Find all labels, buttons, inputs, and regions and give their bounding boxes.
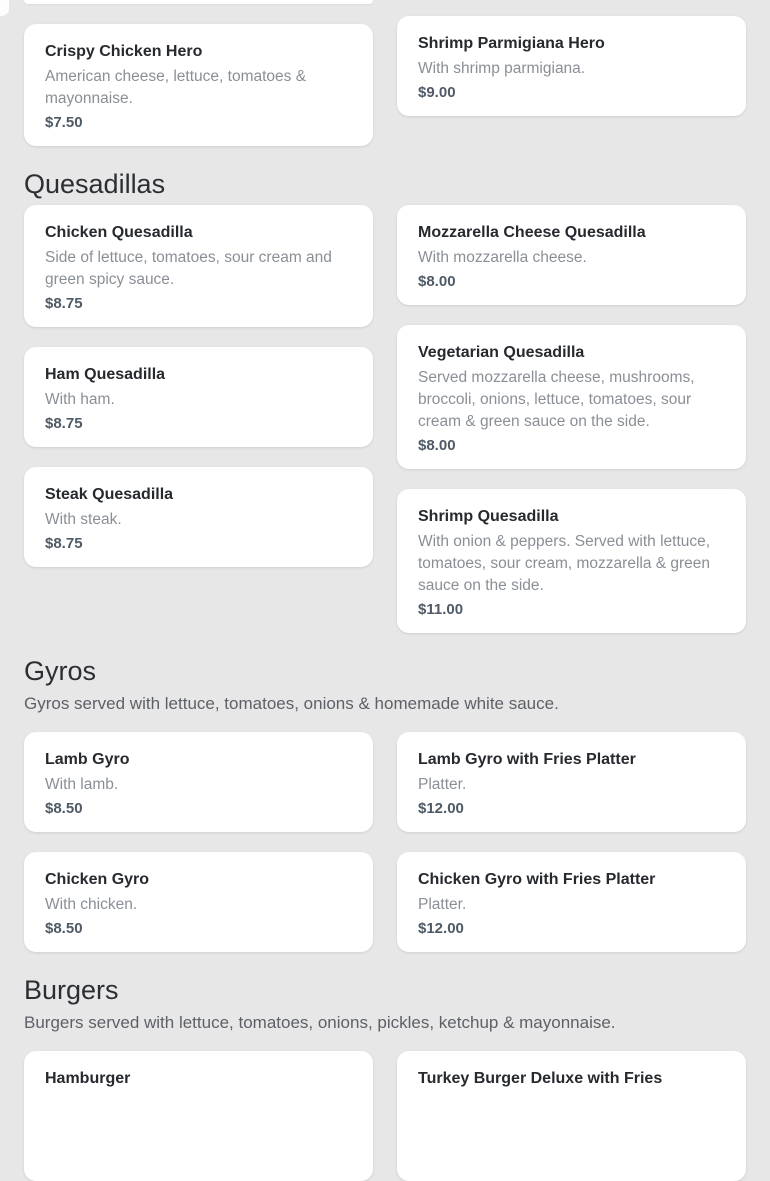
item-description: With onion & peppers. Served with lettuce, tomatoes, sour cream, mozzarella & green sauce on the side. — [418, 533, 711, 594]
item-price: $12.00 — [418, 800, 464, 817]
menu-item-card[interactable] — [24, 467, 373, 567]
item-description: Platter. — [418, 896, 467, 913]
item-name: Ham Quesadilla — [45, 366, 166, 383]
item-price: $7.50 — [45, 114, 83, 131]
menu-item-card[interactable] — [24, 347, 373, 447]
item-description: Side of lettuce, tomatoes, sour cream and green spicy sauce. — [45, 249, 332, 288]
section-subtitle-gyros: Gyros served with lettuce, tomatoes, onions & homemade white sauce. — [24, 694, 559, 713]
menu-item-card[interactable] — [397, 1051, 746, 1181]
section-heading-burgers: Burgers — [24, 975, 119, 1005]
menu-item-card[interactable] — [397, 489, 746, 633]
item-price: $8.50 — [45, 920, 83, 937]
section-gyros — [24, 732, 746, 952]
item-description: With shrimp parmigiana. — [418, 60, 586, 77]
section-heroes — [24, 0, 746, 146]
item-name: Lamb Gyro with Fries Platter — [418, 751, 636, 768]
item-description: With mozzarella cheese. — [418, 249, 587, 266]
item-description: With chicken. — [45, 896, 138, 913]
menu-item-card-partial[interactable] — [24, 0, 373, 4]
menu-item-card[interactable] — [397, 16, 746, 116]
item-description: Served mozzarella cheese, mushrooms, broccoli, onions, lettuce, tomatoes, sour cream & green sauce on the side. — [418, 369, 695, 430]
item-price: $8.75 — [45, 415, 83, 432]
quesadillas-right-column — [397, 205, 746, 633]
item-price: $8.00 — [418, 437, 456, 454]
item-price: $11.00 — [418, 601, 464, 618]
item-name: Lamb Gyro — [45, 751, 130, 768]
menu-item-card[interactable] — [24, 732, 373, 832]
section-quesadillas — [24, 205, 746, 633]
menu-item-card[interactable] — [24, 852, 373, 952]
item-description: With ham. — [45, 391, 115, 408]
item-price: $8.50 — [45, 800, 83, 817]
menu-item-card[interactable] — [397, 205, 746, 305]
item-name: Chicken Quesadilla — [45, 224, 193, 241]
heroes-left-column — [24, 0, 373, 146]
quesadillas-left-column — [24, 205, 373, 567]
item-name: Shrimp Parmigiana Hero — [418, 35, 605, 52]
item-name: Mozzarella Cheese Quesadilla — [418, 224, 646, 241]
item-price: $9.00 — [418, 84, 456, 101]
item-name: Steak Quesadilla — [45, 486, 174, 503]
item-name: Chicken Gyro — [45, 871, 150, 888]
section-subtitle-burgers: Burgers served with lettuce, tomatoes, onions, pickles, ketchup & mayonnaise. — [24, 1013, 616, 1032]
menu-item-card[interactable] — [397, 852, 746, 952]
item-description: With steak. — [45, 511, 122, 528]
item-price: $12.00 — [418, 920, 464, 937]
section-heading-gyros: Gyros — [24, 656, 97, 686]
section-burgers — [24, 1051, 746, 1181]
item-name: Shrimp Quesadilla — [418, 508, 559, 525]
menu-item-card[interactable] — [24, 24, 373, 146]
item-name: Vegetarian Quesadilla — [418, 344, 585, 361]
item-name: Hamburger — [45, 1070, 131, 1087]
item-description: Platter. — [418, 776, 467, 793]
heroes-right-column — [397, 16, 746, 116]
burgers-right-column — [397, 1051, 746, 1181]
item-description: With lamb. — [45, 776, 119, 793]
burgers-left-column — [24, 1051, 373, 1181]
menu-item-card[interactable] — [24, 205, 373, 327]
item-name: Crispy Chicken Hero — [45, 43, 203, 60]
item-price: $8.00 — [418, 273, 456, 290]
item-name: Chicken Gyro with Fries Platter — [418, 871, 656, 888]
section-heading-quesadillas: Quesadillas — [24, 169, 166, 199]
menu-item-card[interactable] — [397, 732, 746, 832]
item-price: $8.75 — [45, 535, 83, 552]
menu-item-card[interactable] — [24, 1051, 373, 1181]
menu-item-card[interactable] — [397, 325, 746, 469]
item-description: American cheese, lettuce, tomatoes & mayonnaise. — [45, 68, 307, 107]
item-price: $8.75 — [45, 295, 83, 312]
gyros-right-column — [397, 732, 746, 952]
item-name: Turkey Burger Deluxe with Fries — [418, 1070, 663, 1087]
gyros-left-column — [24, 732, 373, 952]
